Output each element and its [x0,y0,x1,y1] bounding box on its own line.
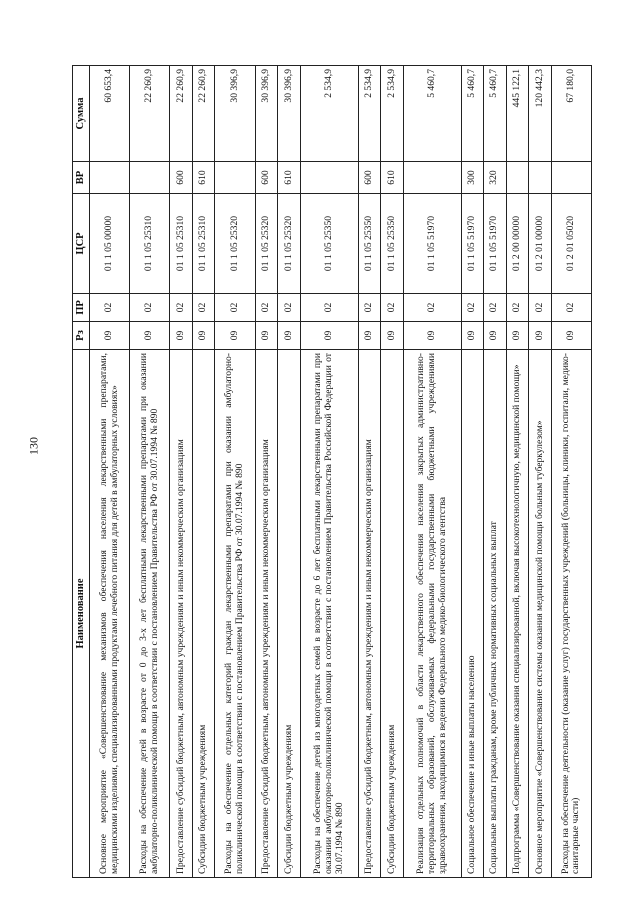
cell-name: Расходы на обеспечение детей в возрасте от 0 до 3-х лет бесплатными лекарственными препаратами при оказании амбулаторно-поликлинической помощи в соответствии с постановлением Правительства РФ от 30.07.1994 № 890 [130,350,170,878]
cell-name: Субсидии бюджетным учреждениям [381,350,404,878]
cell-csr: 01 1 05 25310 [170,194,193,294]
cell-rz: 09 [215,322,255,350]
page-number: 130 [26,437,41,455]
table-row [381,66,404,878]
cell-sum: 5 460,7 [403,66,461,162]
cell-vr: 610 [192,162,215,194]
cell-pr: 02 [215,294,255,322]
cell-vr [529,162,552,194]
cell-pr: 02 [529,294,552,322]
cell-pr: 02 [506,294,529,322]
cell-sum: 60 653,4 [90,66,130,162]
cell-rz: 09 [358,322,381,350]
cell-name: Основное мероприятие «Совершенствование системы оказания медицинской помощи больным туберкулезом» [529,350,552,878]
cell-vr [130,162,170,194]
cell-pr: 02 [484,294,507,322]
table-row [170,66,193,878]
table-row [506,66,529,878]
cell-vr: 610 [278,162,301,194]
cell-vr: 600 [358,162,381,194]
cell-rz: 09 [484,322,507,350]
cell-sum: 120 442,3 [529,66,552,162]
cell-csr: 01 1 05 51970 [461,194,484,294]
table-row [278,66,301,878]
cell-csr: 01 1 05 25350 [358,194,381,294]
cell-vr [300,162,358,194]
cell-sum: 2 534,9 [300,66,358,162]
cell-rz: 09 [381,322,404,350]
cell-rz: 09 [278,322,301,350]
cell-pr: 02 [551,294,591,322]
cell-pr: 02 [170,294,193,322]
header-name: Наименование [73,350,90,878]
cell-sum: 30 396,9 [278,66,301,162]
cell-rz: 09 [461,322,484,350]
cell-name: Социальное обеспечение и иные выплаты населению [461,350,484,878]
budget-table [72,65,592,878]
table-row [215,66,255,878]
cell-rz: 09 [551,322,591,350]
cell-rz: 09 [130,322,170,350]
cell-vr [90,162,130,194]
header-csr: ЦСР [73,194,90,294]
cell-vr [506,162,529,194]
cell-name: Социальные выплаты гражданам, кроме публичных нормативных социальных выплат [484,350,507,878]
cell-pr: 02 [300,294,358,322]
cell-sum: 445 122,1 [506,66,529,162]
cell-name: Расходы на обеспечение детей из многодетных семей в возрасте до 6 лет бесплатными лекарственными препаратами при оказании амбулаторно-поликлинической помощи в соответствии с постановлением Правительства Российской Федерации от 30.07.1994 № 890 [300,350,358,878]
cell-pr: 02 [255,294,278,322]
cell-csr: 01 1 05 25350 [300,194,358,294]
cell-sum: 5 460,7 [484,66,507,162]
cell-csr: 01 2 01 00000 [529,194,552,294]
cell-pr: 02 [358,294,381,322]
cell-pr: 02 [403,294,461,322]
table-header [73,66,90,878]
cell-csr: 01 2 01 05020 [551,194,591,294]
cell-name: Предоставление субсидий бюджетным, автономным учреждениям и иным некоммерческим организациям [358,350,381,878]
cell-rz: 09 [170,322,193,350]
table-body [90,66,592,878]
cell-sum: 30 396,9 [215,66,255,162]
cell-pr: 02 [381,294,404,322]
table-row [90,66,130,878]
table-row [255,66,278,878]
table-row [484,66,507,878]
cell-name: Субсидии бюджетным учреждениям [278,350,301,878]
cell-sum: 2 534,9 [358,66,381,162]
header-row [73,66,90,878]
cell-vr: 320 [484,162,507,194]
rotated-table-container [72,66,592,878]
cell-csr: 01 1 05 00000 [90,194,130,294]
cell-sum: 22 260,9 [170,66,193,162]
header-pr: ПР [73,294,90,322]
cell-name: Подпрограмма «Совершенствование оказания специализированной, включая высокотехнологичную, медицинской помощи» [506,350,529,878]
cell-name: Реализация отдельных полномочий в области лекарственного обеспечения населения закрытых административно-территориальных образований, обслуживаемых федеральными государственными бюджетными учреждениями здравоохранения, находящимися в ведении Федерального медико-биологического агентства [403,350,461,878]
header-sum: Сумма [73,66,90,162]
cell-csr: 01 1 05 25320 [278,194,301,294]
cell-csr: 01 1 05 25310 [192,194,215,294]
table-row [529,66,552,878]
cell-vr [551,162,591,194]
cell-name: Основное мероприятие «Совершенствование механизмов обеспечения населения лекарственными препаратами, медицинскими изделиями, специализированными продуктами лечебного питания для детей в амбулаторных условиях» [90,350,130,878]
table-row [403,66,461,878]
cell-csr: 01 1 05 25320 [215,194,255,294]
header-vr: ВР [73,162,90,194]
cell-sum: 22 260,9 [130,66,170,162]
cell-vr: 600 [255,162,278,194]
cell-csr: 01 1 05 25310 [130,194,170,294]
table-row [358,66,381,878]
cell-name: Расходы на обеспечение деятельности (оказание услуг) государственных учреждений (больницы, клиники, госпитали, медико-санитарные части) [551,350,591,878]
cell-name: Субсидии бюджетным учреждениям [192,350,215,878]
cell-csr: 01 1 05 51970 [484,194,507,294]
cell-pr: 02 [90,294,130,322]
cell-rz: 09 [403,322,461,350]
cell-vr: 600 [170,162,193,194]
cell-csr: 01 1 05 25350 [381,194,404,294]
cell-pr: 02 [461,294,484,322]
cell-rz: 09 [192,322,215,350]
cell-vr [215,162,255,194]
cell-rz: 09 [90,322,130,350]
cell-name: Предоставление субсидий бюджетным, автономным учреждениям и иным некоммерческим организациям [170,350,193,878]
cell-rz: 09 [529,322,552,350]
header-rz: Рз [73,322,90,350]
cell-vr: 610 [381,162,404,194]
cell-sum: 22 260,9 [192,66,215,162]
cell-pr: 02 [130,294,170,322]
cell-vr: 300 [461,162,484,194]
table-row [461,66,484,878]
cell-name: Расходы на обеспечение отдельных категорий граждан лекарственными препаратами при оказании амбулаторно-поликлинической помощи в соответствии с постановлением Правительства РФ от 30.07.1994 № 890 [215,350,255,878]
cell-csr: 01 1 05 51970 [403,194,461,294]
table-row [130,66,170,878]
cell-name: Предоставление субсидий бюджетным, автономным учреждениям и иным некоммерческим организациям [255,350,278,878]
cell-pr: 02 [192,294,215,322]
table-row [300,66,358,878]
cell-sum: 5 460,7 [461,66,484,162]
cell-rz: 09 [506,322,529,350]
cell-pr: 02 [278,294,301,322]
cell-sum: 30 396,9 [255,66,278,162]
cell-sum: 67 180,0 [551,66,591,162]
cell-csr: 01 2 00 00000 [506,194,529,294]
cell-rz: 09 [255,322,278,350]
cell-vr [403,162,461,194]
cell-sum: 2 534,9 [381,66,404,162]
table-row [192,66,215,878]
cell-rz: 09 [300,322,358,350]
cell-csr: 01 1 05 25320 [255,194,278,294]
table-row [551,66,591,878]
